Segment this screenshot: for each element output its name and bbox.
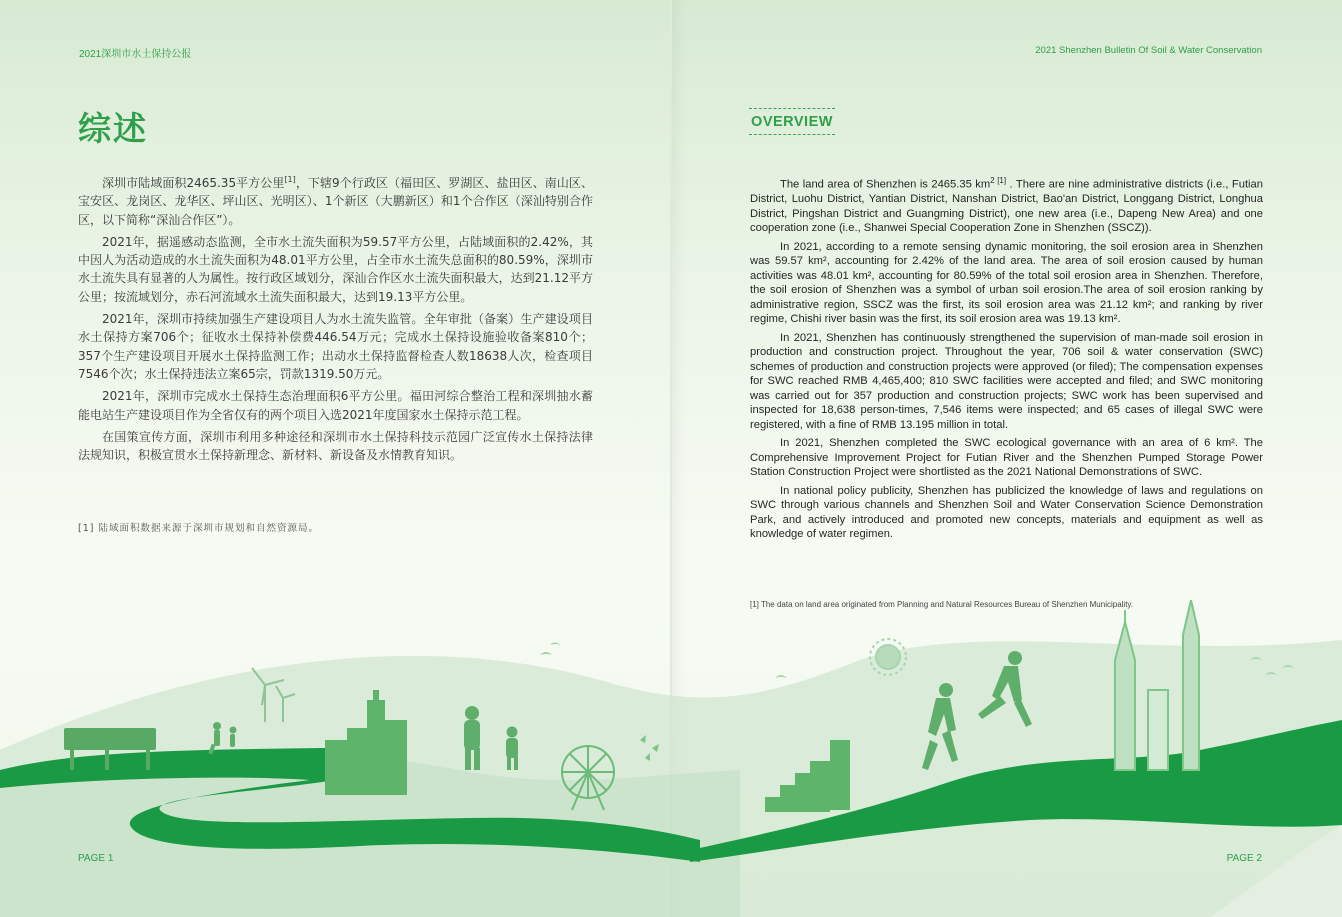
cn-p1-text-cont: ，下辖9个行政区（福田区、罗湖区、盐田区、南山区、宝安区、龙岗区、龙华区、坪山区、光明区）、1个新区（大鹏新区）和1个合作区（深汕特别合作区，以下简称“深汕合作区”）。	[78, 176, 594, 227]
bird-icon	[540, 643, 560, 656]
en-paragraph-5: In national policy publicity, Shenzhen has publicized the knowledge of laws and regulations on SWC through various channels and Shenzhen Soil and Water Conservation Science Demonstration Park, and actively introduced and promoted new concepts, materials and equipment as well as knowledge of water regimen.	[750, 484, 1263, 541]
page-number-left: PAGE 1	[78, 853, 114, 864]
cn-p1-text: 深圳市陆域面积2465.35平方公里	[102, 176, 285, 190]
cn-paragraph-3: 2021年，深圳市持续加强生产建设项目人为水土流失监管。全年审批（备案）生产建设项目水土保持方案706个；征收水土保持补偿费446.54万元；完成水土保持设施验收备案810个；357个生产建设项目开展水土保持监测工作；出动水土保持监督检查人数18638人次，检查项目7546个次；水土保持违法立案65宗，罚款1319.50万元。	[78, 312, 593, 381]
cn-footnote: [1] 陆域面积数据来源于深圳市规划和自然资源局。	[78, 523, 319, 534]
en-footnote: [1] The data on land area originated from Planning and Natural Resources Bureau of Shenzhen Municipality.	[750, 600, 1134, 609]
en-p1-text-cont: . There are nine administrative districts (i.e., Futian District, Luohu District, Yantian District, Nanshan District, Bao'an District, Longgang District, Longhua District, Pingshan District and Guangming District), one new area (i.e., Dapeng New Area) and one cooperation zone (i.e., Shanwei Special Cooperation Zone in Shenzhen (SSCZ)).	[750, 178, 1263, 235]
landscape-illustration	[0, 600, 1342, 917]
en-paragraph-4: In 2021, Shenzhen completed the SWC ecological governance with an area of 6 km². The Comprehensive Improvement Project for Futian River and the Shenzhen Pumped Storage Power Station Construction Project were shortlisted as the 2021 National Demonstrations of SWC.	[750, 437, 1263, 479]
cn-paragraph-4: 2021年，深圳市完成水土保持生态治理面积6平方公里。福田河综合整治工程和深圳抽水蓄能电站生产建设项目作为全省仅有的两个项目入选2021年度国家水土保持示范工程。	[78, 389, 593, 422]
en-paragraph-3: In 2021, Shenzhen has continuously strengthened the supervision of man-made soil erosion in production and construction project. Throughout the year, 706 soil & water conservation (SWC) schemes of production and construction projects were approved (or filed); The compensation expenses for SWC reached RMB 4,465,400; 810 SWC facilities were accepted and filed; and SWC monitoring was carried out for 357 production and construction projects; SWC work has been supervised and inspected for 18,638 person-times, 7,546 items were inspected; and 65 cases of illegal SWC were registered, with a fine of RMB 13.195 million in total.	[750, 331, 1263, 431]
cn-paragraph-1	[78, 171, 593, 229]
overview-bottom-rule	[749, 134, 835, 135]
sun-icon	[870, 639, 906, 675]
en-paragraph-2: In 2021, according to a remote sensing dynamic monitoring, the soil erosion area in Shenzhen was 59.57 km², accounting for 2.42% of the land area. The area of soil erosion caused by human activities was 48.01 km², accounting for 80.59% of the total soil erosion area in Shenzhen. Therefore, the soil erosion of Shenzhen was a symbol of urban soil erosion.The area of soil erosion ranking by administrative region, SSCZ was the first, its soil erosion area was 21.12 km²; and ranking by river regime, Chishi river basin was the first, its soil erosion area was 19.13 km².	[750, 240, 1263, 326]
cn-paragraph-2: 2021年，据遥感动态监测，全市水土流失面积为59.57平方公里，占陆域面积的2.42%，其中因人为活动造成的水土流失面积为48.01平方公里，占全市水土流失总面积的80.59%，深圳市水土流失具有显著的人为属性。按行政区域划分，深汕合作区水土流失面积最大，达到21.12平方公里；按流域划分，赤石河流域水土流失面积最大，达到19.13平方公里。	[78, 234, 593, 304]
cn-body	[78, 171, 593, 468]
en-body	[750, 174, 1263, 546]
page-number-right: PAGE 2	[1226, 853, 1262, 864]
page-title-cn: 综述	[78, 109, 148, 148]
overview-heading	[749, 108, 835, 135]
en-footnote-ref: 2 [1]	[990, 176, 1007, 185]
cn-footnote-ref: [1]	[284, 175, 296, 184]
header-right: 2021 Shenzhen Bulletin Of Soil & Water Conservation	[1035, 45, 1262, 56]
en-paragraph-1	[750, 174, 1263, 236]
en-p1-text: The land area of Shenzhen is 2465.35 km	[780, 178, 991, 191]
header-left: 2021深圳市水土保持公报	[79, 49, 192, 60]
page-title-en: OVERVIEW	[751, 114, 833, 130]
cn-paragraph-5: 在国策宣传方面，深圳市利用多种途径和深圳市水土保持科技示范园广泛宣传水土保持法律法规知识，积极宣贯水土保持新理念、新材料、新设备及水情教育知识。	[78, 429, 593, 463]
